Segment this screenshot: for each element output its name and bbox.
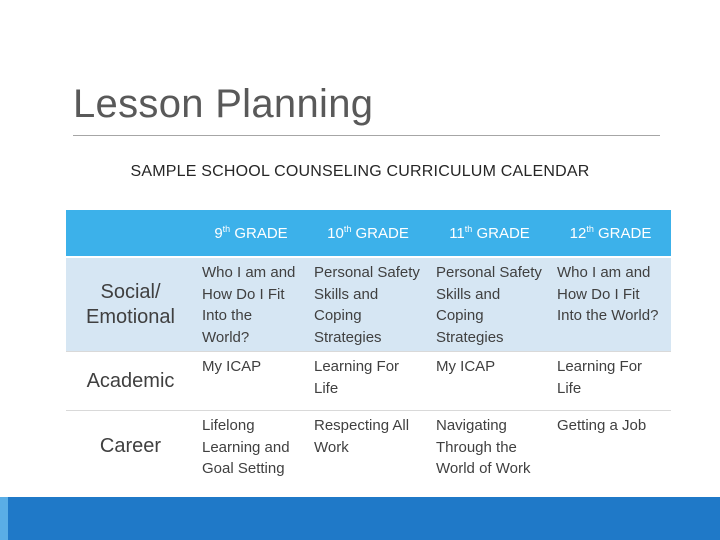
table-cell: Learning For Life [307, 352, 429, 411]
table-row-academic [66, 352, 671, 411]
header-grade-11: 11th GRADE [429, 210, 550, 257]
table-cell: Personal Safety Skills and Coping Strategies [307, 257, 429, 352]
table-cell: Personal Safety Skills and Coping Strategies [429, 257, 550, 352]
table-cell: Getting a Job [550, 411, 671, 482]
slide-title: Lesson Planning [73, 82, 374, 126]
curriculum-calendar-table [66, 210, 671, 482]
footer-bar [0, 497, 720, 540]
table-row-career [66, 411, 671, 482]
table-header-row [66, 210, 671, 257]
header-grade-10: 10th GRADE [307, 210, 429, 257]
table-cell: Respecting All Work [307, 411, 429, 482]
header-grade-12: 12th GRADE [550, 210, 671, 257]
table-cell: Navigating Through the World of Work [429, 411, 550, 482]
header-grade-9: 9th GRADE [195, 210, 307, 257]
corner-header-cell [66, 210, 195, 257]
table-cell: Lifelong Learning and Goal Setting [195, 411, 307, 482]
row-header-career: Career [66, 411, 195, 482]
table-cell: Who I am and How Do I Fit Into the World? [195, 257, 307, 352]
table-caption: SAMPLE SCHOOL COUNSELING CURRICULUM CALENDAR [130, 163, 590, 180]
table-cell: My ICAP [195, 352, 307, 411]
row-header-social-emotional: Social/ Emotional [66, 257, 195, 352]
title-divider [73, 135, 660, 136]
row-header-academic: Academic [66, 352, 195, 411]
table-cell: Learning For Life [550, 352, 671, 411]
table-row-social-emotional [66, 257, 671, 352]
footer-accent-stripe [0, 497, 8, 540]
table-cell: Who I am and How Do I Fit Into the World? [550, 257, 671, 352]
table-cell: My ICAP [429, 352, 550, 411]
